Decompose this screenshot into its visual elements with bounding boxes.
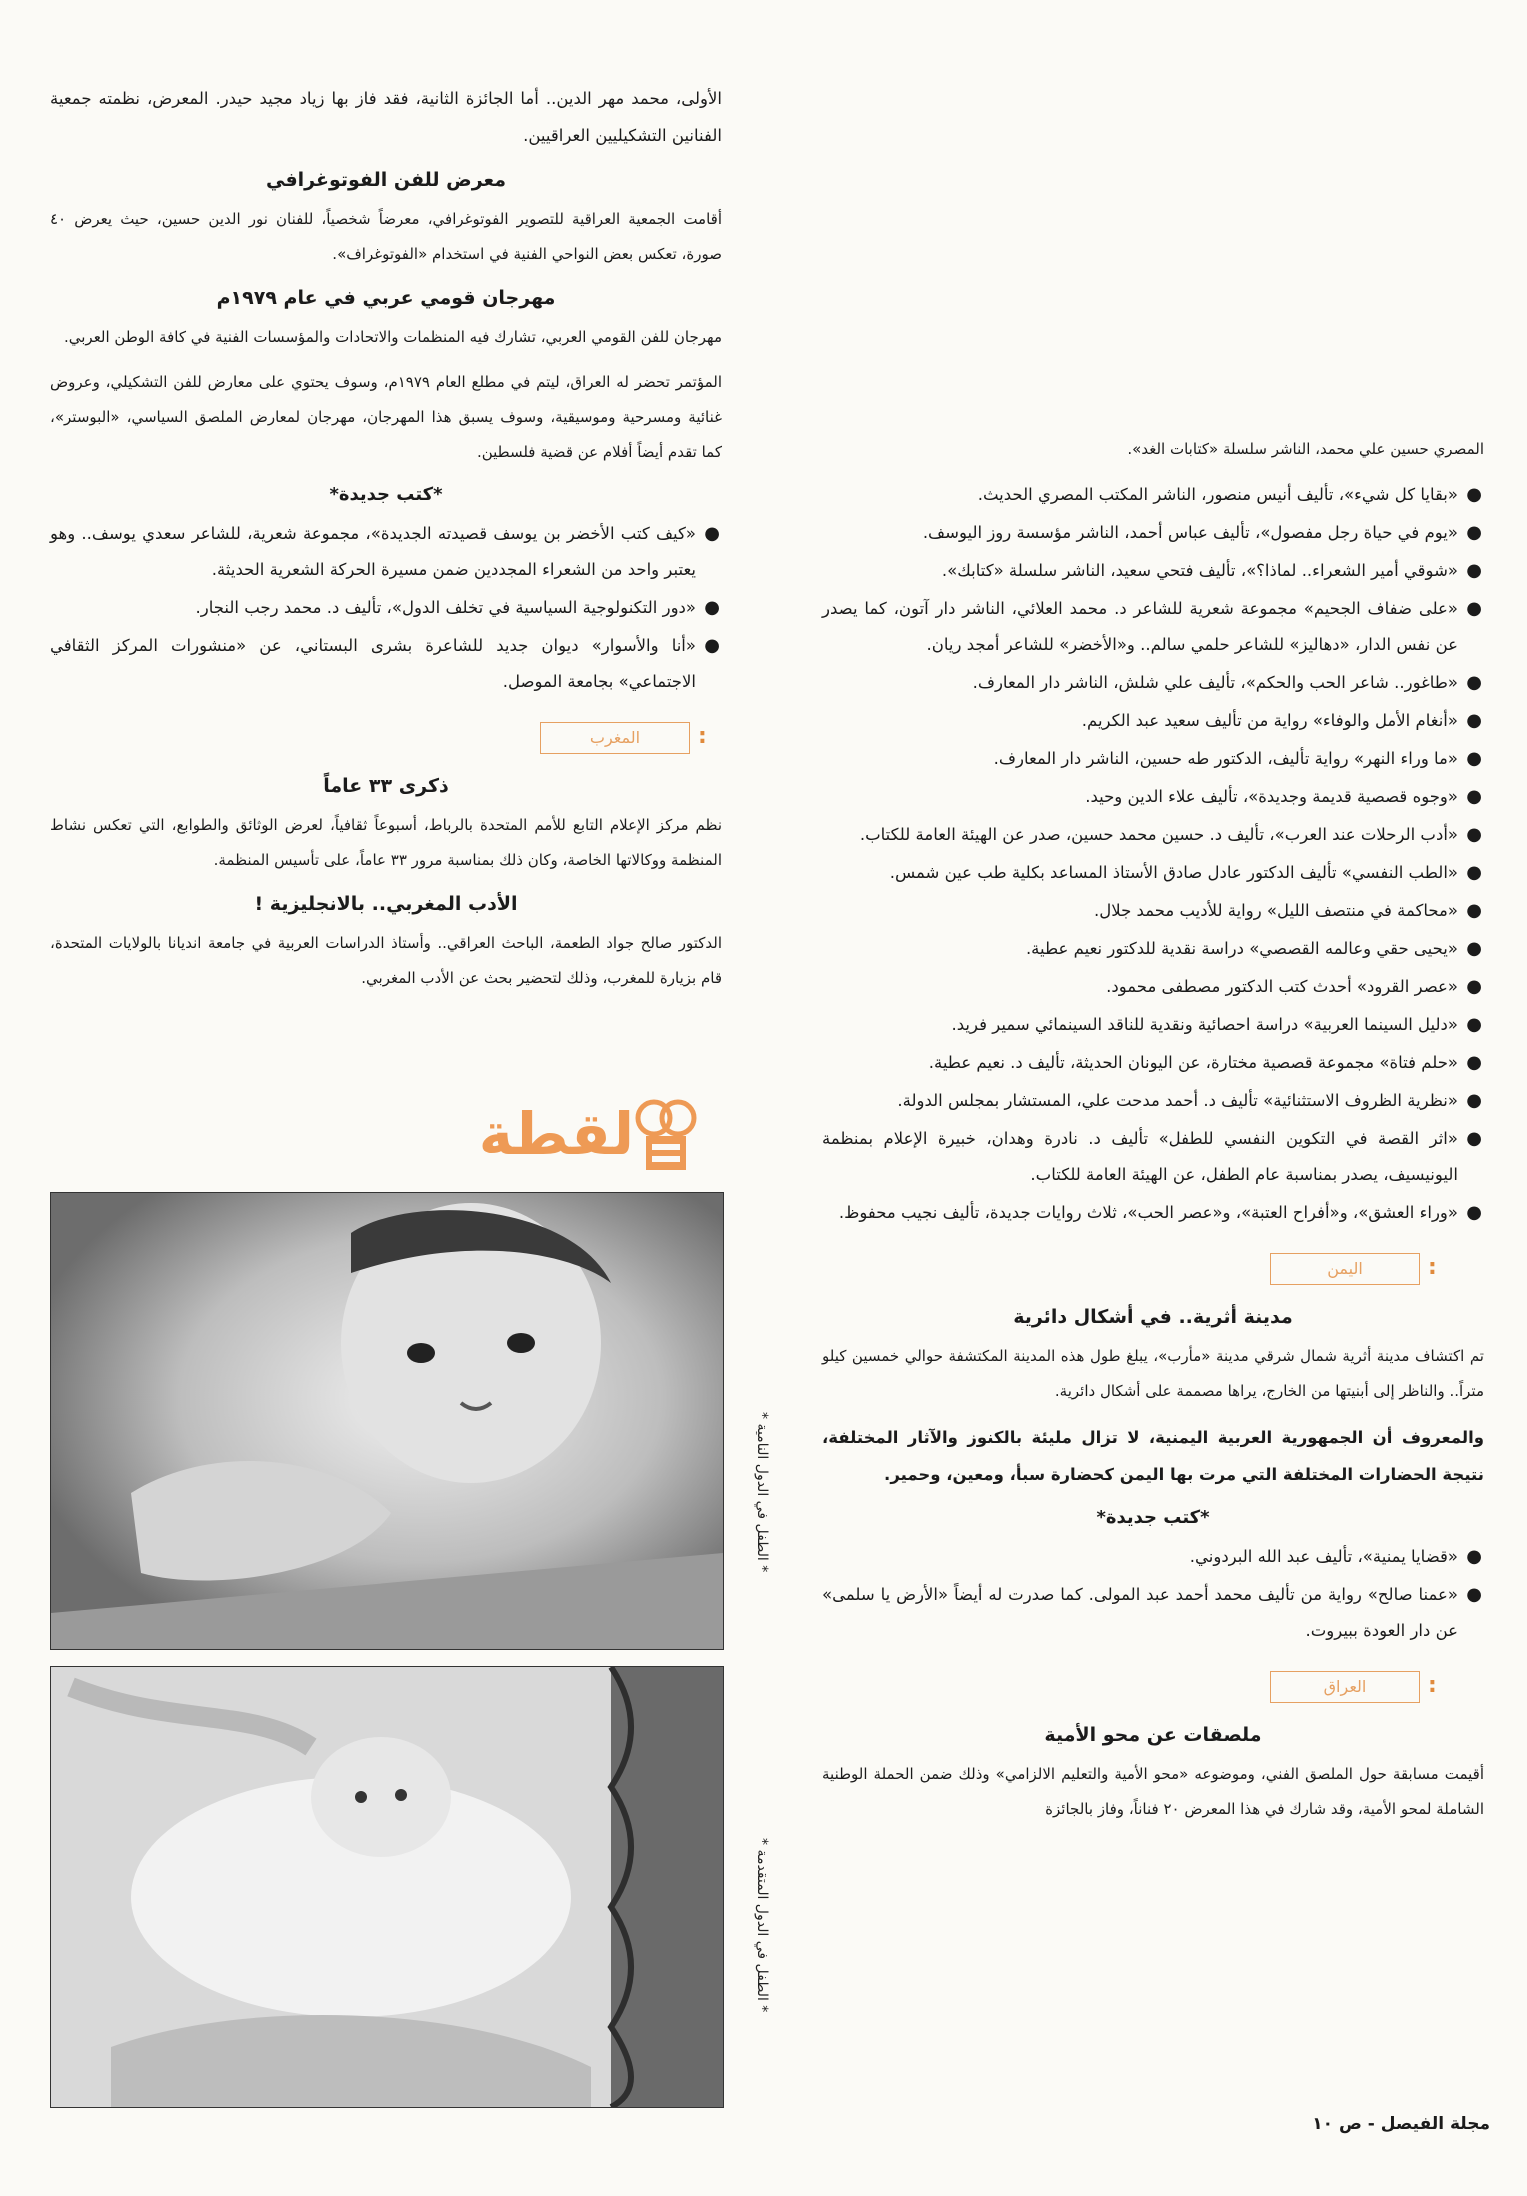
- intro-paragraph: الأولى، محمد مهر الدين.. أما الجائزة الثانية، فقد فاز بها زياد مجيد حيدر. المعرض، نظمته جمعية الفنانين التشكيليين العراقيين.: [50, 89, 722, 145]
- festival-title: مهرجان قومي عربي في عام ١٩٧٩م: [216, 287, 556, 309]
- section-mark-icon: :: [1428, 1255, 1437, 1280]
- morocco-text-1: نظم مركز الإعلام التابع للأمم المتحدة بالرباط، أسبوعاً ثقافياً، لعرض الوثائق والطوابع، التي تعكس نشاط المنظمة ووكالاتها الخاصة، وكان ذلك بمناسبة مرور ٣٣ عاماً، على تأسيس المنظمة.: [50, 816, 722, 869]
- photo-child-developed: [50, 1666, 724, 2108]
- photo-exhibit-title: معرض للفن الفوتوغرافي: [265, 169, 506, 191]
- logo-text: لقطة: [478, 1100, 634, 1168]
- list-item: ● «أنا والأسوار» ديوان جديد للشاعرة بشرى البستاني، عن «منشورات المركز الثقافي الاجتماعي» بجامعة الموصل.: [50, 628, 722, 700]
- camera-rings-icon: [622, 1096, 712, 1186]
- list-item: ● «يوم في حياة رجل مفصول»، تأليف عباس أحمد، الناشر مؤسسة روز اليوسف.: [822, 515, 1484, 551]
- list-item: ● «قضايا يمنية»، تأليف عبد الله البردوني.: [822, 1539, 1484, 1575]
- bullet-icon: ●: [1466, 598, 1482, 619]
- list-item: ● «محاكمة في منتصف الليل» رواية للأديب محمد جلال.: [822, 893, 1484, 929]
- yemen-text-1: تم اكتشاف مدينة أثرية شمال شرقي مدينة «مأرب»، يبلغ طول هذه المدينة المكتشفة حوالي خمسين كيلو متراً.. والناظر إلى أبنيتها من الخارج، يراها مصممة على أشكال دائرية.: [822, 1347, 1484, 1400]
- bullet-icon: ●: [1466, 748, 1482, 769]
- yemen-title: مدينة أثرية.. في أشكال دائرية: [1013, 1306, 1293, 1328]
- list-item: ● «شوقي أمير الشعراء.. لماذا؟»، تأليف فتحي سعيد، الناشر سلسلة «كتابك».: [822, 553, 1484, 589]
- list-item: ● «على ضفاف الجحيم» مجموعة شعرية للشاعر د. محمد العلائي، الناشر دار آتون، كما يصدر عن نفس الدار، «دهاليز» للشاعر حلمي سالم.. و«الأخضر» للشاعر أمجد ريان.: [822, 591, 1484, 663]
- laqta-logo: [452, 1094, 712, 1184]
- morocco-title-2: الأدب المغربي.. بالانجليزية !: [254, 893, 518, 915]
- bullet-icon: ●: [1466, 786, 1482, 807]
- right-column: [822, 432, 1484, 1837]
- bullet-icon: ●: [1466, 1128, 1482, 1149]
- country-label-yemen: اليمن: [1270, 1253, 1420, 1285]
- list-item: ● «دليل السينما العربية» دراسة احصائية ونقدية للناقد السينمائي سمير فريد.: [822, 1007, 1484, 1043]
- yemen-books-list: [822, 1539, 1484, 1649]
- list-item: ● «طاغور.. شاعر الحب والحكم»، تأليف علي شلش، الناشر دار المعارف.: [822, 665, 1484, 701]
- list-item: ● «أنغام الأمل والوفاء» رواية من تأليف سعيد عبد الكريم.: [822, 703, 1484, 739]
- festival-text-2: المؤتمر تحضر له العراق، ليتم في مطلع العام ١٩٧٩م، وسوف يحتوي على معارض للفن التشكيلي، وعروض غنائية ومسرحية وموسيقية، وسوف يسبق هذا المهرجان، مهرجان لمعارض الملصق السياسي، «البوستر»، كما تقدم أيضاً أفلام عن قضية فلسطين.: [50, 373, 722, 461]
- morocco-title-1: ذكرى ٣٣ عاماً: [323, 775, 449, 797]
- photo-caption-1: * الطفل في الدول النامية *: [754, 1411, 770, 1572]
- morocco-text-2: الدكتور صالح جواد الطعمة، الباحث العراقي.. وأستاذ الدراسات العربية في جامعة انديانا بالولايات المتحدة، قام بزيارة للمغرب، وذلك لتحضير بحث عن الأدب المغربي.: [50, 934, 722, 987]
- list-item: ● «كيف كتب الأخضر بن يوسف قصيدته الجديدة»، مجموعة شعرية، للشاعر سعدي يوسف.. وهو يعتبر واحد من الشعراء المجددين ضمن مسيرة الحركة الشعرية الحديثة.: [50, 516, 722, 588]
- list-item: ● «وراء العشق»، و«أفراح العتبة»، و«عصر الحب»، ثلاث روايات جديدة، تأليف نجيب محفوظ.: [822, 1195, 1484, 1231]
- list-item: ● «نظرية الظروف الاستثنائية» تأليف د. أحمد مدحت علي، المستشار بمجلس الدولة.: [822, 1083, 1484, 1119]
- bullet-icon: ●: [1466, 976, 1482, 997]
- bullet-icon: ●: [1466, 672, 1482, 693]
- child-photo-image-2: [51, 1667, 723, 2107]
- yemen-section-header: [822, 1249, 1484, 1289]
- yemen-text-2: والمعروف أن الجمهورية العربية اليمنية، لا تزال مليئة بالكنوز والآثار المختلفة، نتيجة الحضارات المختلفة التي مرت بها اليمن كحضارة سبأ، ومعين، وحمير.: [822, 1428, 1484, 1484]
- list-item: ● «يحيى حقي وعالمه القصصي» دراسة نقدية للدكتور نعيم عطية.: [822, 931, 1484, 967]
- bullet-icon: ●: [1466, 938, 1482, 959]
- country-label-morocco: المغرب: [540, 722, 690, 754]
- page-footer: مجلة الفيصل - ص ١٠: [1312, 2114, 1490, 2134]
- bullet-icon: ●: [1466, 484, 1482, 505]
- bullet-icon: ●: [1466, 862, 1482, 883]
- list-item: ● «حلم فتاة» مجموعة قصصية مختارة، عن اليونان الحديثة، تأليف د. نعيم عطية.: [822, 1045, 1484, 1081]
- list-item: ● «وجوه قصصية قديمة وجديدة»، تأليف علاء الدين وحيد.: [822, 779, 1484, 815]
- bullet-icon: ●: [1466, 824, 1482, 845]
- bullet-icon: ●: [704, 597, 720, 618]
- bullet-icon: ●: [1466, 1090, 1482, 1111]
- morocco-section-header: [50, 718, 722, 758]
- iraq-text: أقيمت مسابقة حول الملصق الفني، وموضوعه «محو الأمية والتعليم الالزامي» وذلك ضمن الحملة الوطنية الشاملة لمحو الأمية، وقد شارك في هذا المعرض ٢٠ فناناً، وفاز بالجائزة: [822, 1765, 1484, 1818]
- country-label-iraq: العراق: [1270, 1671, 1420, 1703]
- festival-text-1: مهرجان للفن القومي العربي، تشارك فيه المنظمات والاتحادات والمؤسسات الفنية في كافة الوطن العربي.: [63, 328, 722, 346]
- list-item: ● «اثر القصة في التكوين النفسي للطفل» تأليف د. نادرة وهدان، خبيرة الإعلام بمنظمة اليونيسيف، يصدر بمناسبة عام الطفل، عن الهيئة العامة للكتاب.: [822, 1121, 1484, 1193]
- section-mark-icon: :: [1428, 1673, 1437, 1698]
- iraq-title: ملصقات عن محو الأمية: [1044, 1724, 1262, 1746]
- bullet-icon: ●: [1466, 1584, 1482, 1605]
- egypt-books-list: [822, 477, 1484, 1231]
- left-column: [50, 80, 722, 1006]
- bullet-icon: ●: [1466, 1202, 1482, 1223]
- list-item: ● «عمنا صالح» رواية من تأليف محمد أحمد عبد المولى. كما صدرت له أيضاً «الأرض يا سلمى» عن دار العودة ببيروت.: [822, 1577, 1484, 1649]
- section-mark-icon: :: [698, 724, 707, 749]
- bullet-icon: ●: [1466, 522, 1482, 543]
- list-item: ● «دور التكنولوجية السياسية في تخلف الدول»، تأليف د. محمد رجب النجار.: [50, 590, 722, 626]
- list-item: ● «عصر القرود» أحدث كتب الدكتور مصطفى محمود.: [822, 969, 1484, 1005]
- list-item: ● «ما وراء النهر» رواية تأليف، الدكتور طه حسين، الناشر دار المعارف.: [822, 741, 1484, 777]
- bullet-icon: ●: [1466, 1052, 1482, 1073]
- egypt-books-intro: المصري حسين علي محمد، الناشر سلسلة «كتابات الغد».: [1127, 440, 1484, 458]
- child-photo-image: [51, 1193, 723, 1649]
- new-books-list: [50, 516, 722, 700]
- iraq-section-header: [822, 1667, 1484, 1707]
- list-item: ● «أدب الرحلات عند العرب»، تأليف د. حسين محمد حسين، صدر عن الهيئة العامة للكتاب.: [822, 817, 1484, 853]
- list-item: ● «الطب النفسي» تأليف الدكتور عادل صادق الأستاذ المساعد بكلية طب عين شمس.: [822, 855, 1484, 891]
- bullet-icon: ●: [1466, 560, 1482, 581]
- bullet-icon: ●: [704, 523, 720, 544]
- photo-child-developing: [50, 1192, 724, 1650]
- photo-caption-2: * الطفل في الدول المتقدمة *: [754, 1837, 770, 2012]
- bullet-icon: ●: [1466, 900, 1482, 921]
- yemen-books-title: *كتب جديدة*: [1096, 1507, 1210, 1528]
- list-item: ● «بقايا كل شيء»، تأليف أنيس منصور، الناشر المكتب المصري الحديث.: [822, 477, 1484, 513]
- bullet-icon: ●: [1466, 710, 1482, 731]
- new-books-title: *كتب جديدة*: [329, 484, 443, 505]
- photo-exhibit-text: أقامت الجمعية العراقية للتصوير الفوتوغرافي، معرضاً شخصياً، للفنان نور الدين حسين، حيث يعرض ٤٠ صورة، تعكس بعض النواحي الفنية في استخدام «الفوتوغراف».: [50, 210, 722, 263]
- bullet-icon: ●: [1466, 1546, 1482, 1567]
- bullet-icon: ●: [1466, 1014, 1482, 1035]
- bullet-icon: ●: [704, 635, 720, 656]
